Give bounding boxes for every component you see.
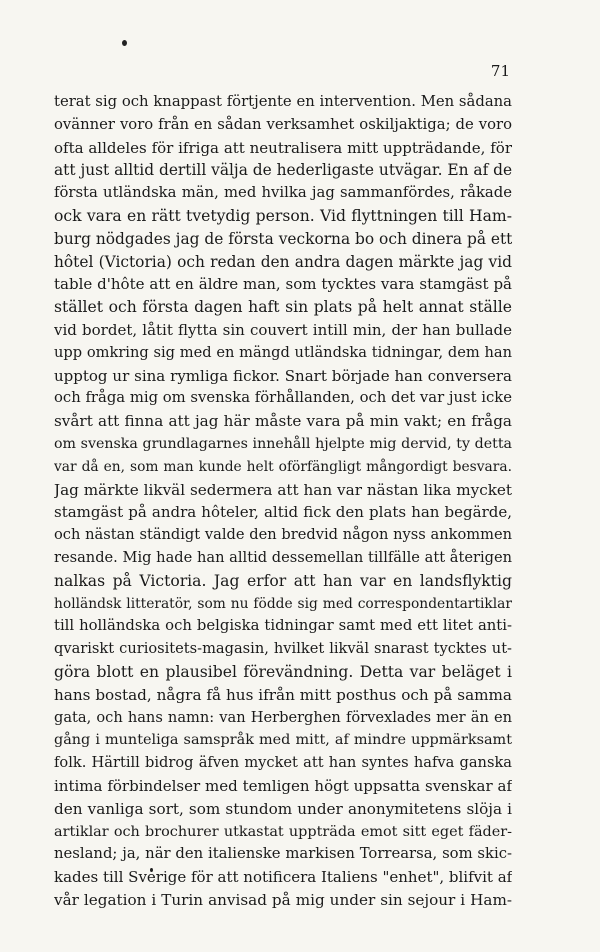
text-line: första utländska män, med hvilka jag sammanfördes, råkade: [54, 184, 512, 202]
text-line: terat sig och knappast förtjente en intervention. Men sådana: [54, 93, 512, 110]
text-line: vår legation i Turin anvisad på mig under sin sejour i Ham-: [54, 890, 512, 909]
text-line: gata, och hans namn: van Herberghen förvexlades mer än en: [54, 708, 512, 726]
text-line: och nästan ständigt valde den bredvid någon nyss ankommen: [54, 526, 512, 544]
page-number: 71: [490, 62, 510, 80]
text-line: hans bostad, några få hus ifrån mitt posthus och på samma: [54, 685, 512, 704]
text-line: upp omkring sig med en mängd utländska tidningar, dem han: [54, 343, 512, 361]
text-line: artiklar och brochurer utkastat uppträda emot sitt eget fäder-: [54, 823, 512, 840]
text-line: göra blott en plausibel förevändning. Detta var beläget i: [54, 662, 512, 681]
text-line: till holländska och belgiska tidningar samt med ett litet anti-: [54, 617, 512, 635]
text-line: upptog ur sina rymliga fickor. Snart började han conversera: [54, 366, 512, 385]
ink-speck: [122, 40, 127, 46]
text-line: hôtel (Victoria) och redan den andra dagen märkte jag vid: [54, 252, 512, 271]
text-line: kades till Sverige för att notificera Italiens "enhet", blifvit af: [54, 868, 512, 887]
text-line: om svenska grundlagarnes innehåll hjelpte mig dervid, ty detta: [54, 435, 512, 452]
text-line: holländsk litteratör, som nu födde sig med correspondentartiklar: [54, 595, 512, 612]
text-line: stället och första dagen haft sin plats på helt annat ställe: [54, 298, 512, 317]
text-line: intima förbindelser med temligen högt uppsatta svenskar af: [54, 776, 512, 795]
text-line: folk. Härtill bidrog äfven mycket att han syntes hafva ganska: [54, 754, 512, 772]
text-line: table d'hôte att en äldre man, som tycktes vara stamgäst på: [54, 275, 512, 294]
text-line: qvariskt curiositets-magasin, hvilket likväl snarast tycktes ut-: [54, 640, 512, 658]
text-line: vid bordet, låtit flytta sin couvert intill min, der han bullade: [54, 320, 512, 339]
text-line: ovänner voro från en sådan verksamhet oskiljaktiga; de voro: [54, 115, 512, 133]
text-line: gång i munteliga samspråk med mitt, af mindre uppmärksamt: [54, 732, 512, 749]
text-line: nesland; ja, när den italienske markisen Torrearsa, som skic-: [54, 845, 512, 863]
text-line: den vanliga sort, som stundom under anonymitetens slöja i: [54, 799, 512, 818]
body-text: [54, 91, 512, 912]
text-line: att just alltid dertill välja de hederligaste utvägar. En af de: [54, 161, 512, 180]
text-line: stamgäst på andra hôteler, altid fick den plats han begärde,: [54, 503, 512, 522]
text-line: nalkas på Victoria. Jag erfor att han var en landsflyktig: [54, 571, 512, 590]
text-line: burg nödgades jag de första veckorna bo och dinera på ett: [54, 229, 512, 248]
text-line: ock vara en rätt tvetydig person. Vid flyttningen till Ham-: [54, 206, 512, 225]
text-line: Jag märkte likväl sedermera att han var nästan lika mycket: [54, 480, 512, 499]
text-line: ofta alldeles för ifriga att neutralisera mitt uppträdande, för: [54, 138, 512, 157]
text-line: svårt att finna att jag här måste vara på min vakt; en fråga: [54, 412, 512, 431]
text-line: och fråga mig om svenska förhållanden, och det var just icke: [54, 389, 512, 407]
text-line: resande. Mig hade han alltid dessemellan tillfälle att återigen: [54, 548, 512, 566]
text-line: var då en, som man kunde helt oförfängligt mångordigt besvara.: [54, 458, 512, 475]
